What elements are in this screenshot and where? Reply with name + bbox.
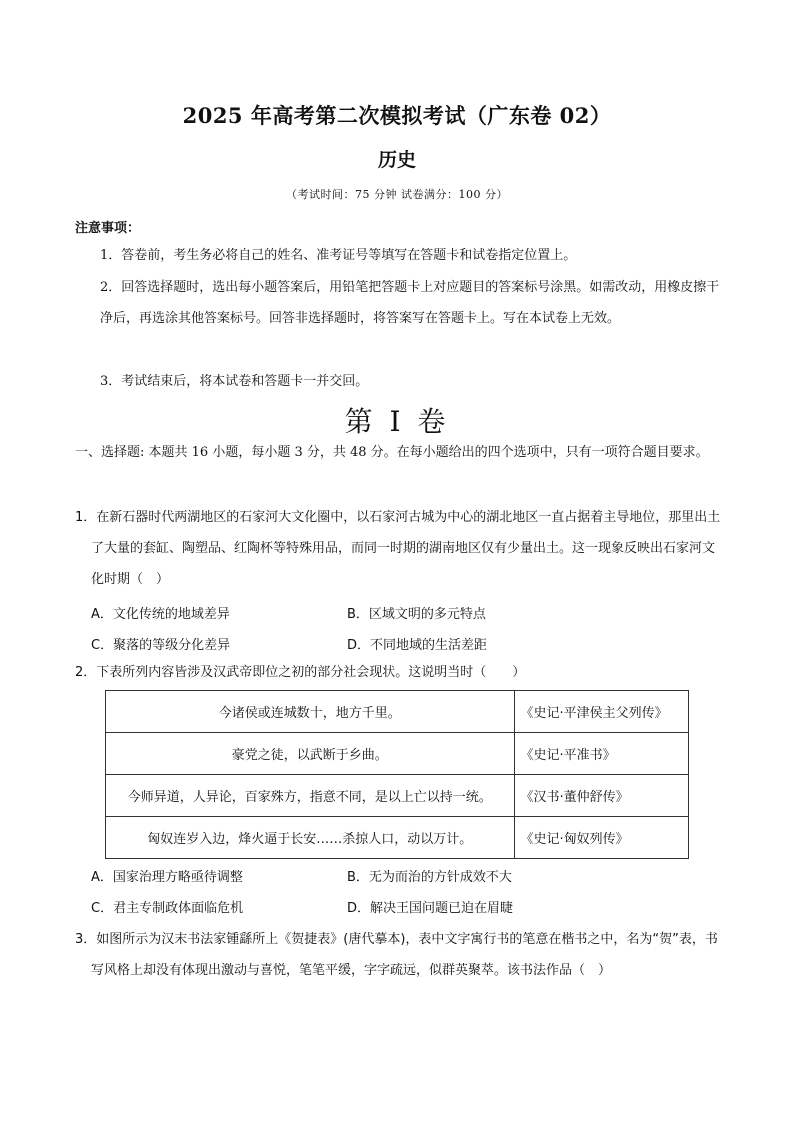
notice-item: 2．回答选择题时，选出每小题答案后，用铅笔把答题卡上对应题目的答案标号涂黑。如需改动，用橡皮擦干净后，再选涂其他答案标号。回答非选择题时，将答案写在答题卡上。写在本试卷上无效。 [100,280,720,326]
option-d: D．解决王国问题已迫在眉睫 [347,901,514,916]
question-stem: 3．如图所示为汉末书法家锺繇所上《贺捷表》(唐代摹本)，表中文字寓行书的笔意在楷书之中，名为“贺”表，书写风格上却没有体现出激动与喜悦，笔笔平缓，字字疏远，似群英聚萃。该书法作品（ ） [75,932,718,978]
table-cell-source: 《史记·平津侯主父列传》 [514,691,689,733]
option-d: D．不同地域的生活差距 [347,638,488,653]
question-1 [75,502,725,595]
subject-title: 历史 [377,149,416,171]
table-cell-quote: 匈奴连岁入边，烽火逼于长安……杀掠人口，动以万计。 [106,817,515,859]
question-stem: 1．在新石器时代两湖地区的石家河大文化圈中，以石家河古城为中心的湖北地区一直占据着主导地位，那里出土了大量的套缸、陶塑品、红陶杯等特殊用品，而同一时期的湖南地区仅有少量出土。这一现象反映出石家河文化时期（ ） [75,510,721,587]
table-cell-source: 《汉书·董仲舒传》 [514,775,689,817]
table-row [106,733,689,775]
option-c: C．聚落的等级分化差异 [91,638,231,653]
table-cell-quote: 今诸侯或连城数十，地方千里。 [106,691,515,733]
table-cell-source: 《史记·平准书》 [514,733,689,775]
question-2 [75,657,725,688]
table-row [106,817,689,859]
question-stem: 2．下表所列内容皆涉及汉武帝即位之初的部分社会现状。这说明当时（ ） [75,665,526,680]
option-a: A．文化传统的地域差异 [91,607,230,622]
table-row [106,691,689,733]
option-b: B．无为而治的方针成效不大 [347,870,512,885]
option-c: C．君主专制政体面临危机 [91,901,244,916]
notice-item: 3．考试结束后，将本试卷和答题卡一并交回。 [100,374,369,389]
exam-info: （考试时间：75 分钟 试卷满分：100 分） [286,188,508,201]
table-cell-source: 《史记·匈奴列传》 [514,817,689,859]
question-3 [75,924,725,986]
table-cell-quote: 豪党之徒，以武断于乡曲。 [106,733,515,775]
option-b: B．区域文明的多元特点 [347,607,486,622]
section-instruction: 一、选择题: 本题共 16 小题，每小题 3 分，共 48 分。在每小题给出的四个选项中，只有一项符合题目要求。 [75,445,709,460]
section-heading: 第 I 卷 [344,405,450,438]
table-row [106,775,689,817]
exam-title: 2025 年高考第二次模拟考试（广东卷 02） [182,103,612,128]
notice-title: 注意事项： [75,221,141,236]
table-cell-quote: 今师异道，人异论，百家殊方，指意不同，是以上亡以持一统。 [106,775,515,817]
source-table [105,690,689,859]
notice-item: 1．答卷前，考生务必将自己的姓名、准考证号等填写在答题卡和试卷指定位置上。 [100,248,577,263]
option-a: A．国家治理方略亟待调整 [91,870,243,885]
